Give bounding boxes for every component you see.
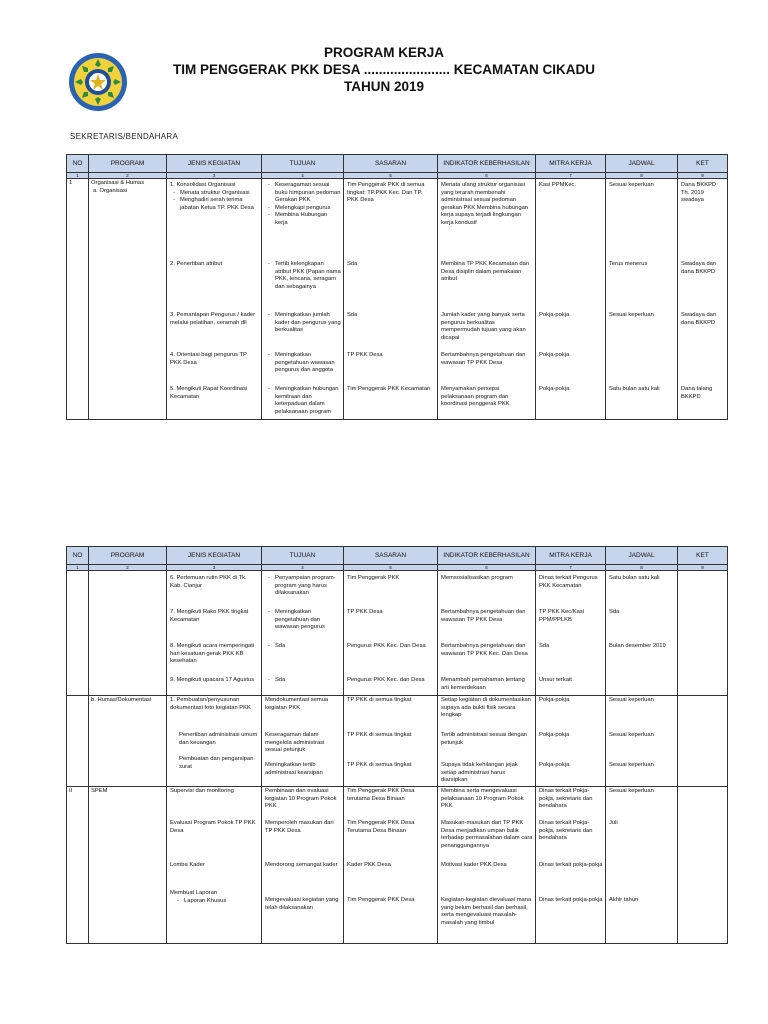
program-table-2 (66, 546, 728, 944)
col-number: 9 (678, 565, 728, 571)
schedule-text: Akhir tahun (609, 897, 639, 903)
col-header-indikator: INDIKATOR KEBERHASILAN (438, 155, 536, 173)
program-name: SPEM (91, 788, 108, 794)
col-number: 2 (89, 565, 167, 571)
col-header-ket: KET (678, 547, 728, 565)
goal-text: Pembinaan dan evaluasi kegiatan 10 Program Pokok PKK (265, 788, 337, 810)
table-row (67, 696, 728, 787)
jadwal-cell (606, 787, 678, 944)
indicator-text: Bertambahnya pengetahuan dan wawasan TP PKK Kec. Dan Desa (441, 643, 528, 657)
target-text: TP PKK di semua tingkat (347, 697, 412, 703)
program-cell (89, 696, 167, 787)
mitra-kerja-cell (536, 179, 606, 420)
schedule-text: Satu bulan satu kali (609, 575, 660, 581)
document-header (0, 44, 768, 95)
sasaran-cell (344, 696, 438, 787)
col-header-indikator: INDIKATOR KEBERHASILAN (438, 547, 536, 565)
sasaran-cell (344, 787, 438, 944)
table-row (67, 179, 728, 420)
indicator-text: Membina TP PKK Kecamatan dan Desa disiplin dalam pemakaian atribut (441, 261, 530, 283)
schedule-text: Sesuai keperluan (609, 312, 654, 318)
col-header-jadwal: JADWAL (606, 547, 678, 565)
partner-text: Dinas terkait Pengurus PKK Kecamatan (539, 575, 598, 589)
goal-item: - Sda (275, 643, 341, 651)
partner-text: Pokja-pokja (539, 312, 570, 318)
activity-item: 3. Pemantapan Pengurus / kader melalui pelatihan, ceramah dll (170, 312, 256, 326)
row-number (67, 571, 89, 696)
note-text: Swadaya dan dana BKKPD (681, 312, 717, 326)
col-header-tujuan: TUJUAN (262, 547, 344, 565)
goal-item: - Meningkatkan pengetahuan dan wawasan pengurus (275, 609, 341, 632)
program-subname: a. Organisasi (93, 187, 128, 194)
note-text: Dana talang BKKPD (681, 386, 713, 400)
jadwal-cell (606, 179, 678, 420)
activity-item: Evaluasi Program Pokok TP PKK Desa (170, 820, 256, 834)
target-text: Sda (347, 312, 358, 318)
ket-cell (678, 696, 728, 787)
program-table-1 (66, 154, 728, 420)
jenis-kegiatan-cell (167, 179, 262, 420)
indicator-text: Menata ulang struktur organisasi yang terarah membenahi administrasi sesuai pedoman gerakan PKK Membina hubungan kerja supaya terjadi lingkungan kerja kondusif (441, 182, 529, 226)
goal-text: Mendorong semangat kader (265, 862, 338, 868)
table-row (67, 571, 728, 696)
mitra-kerja-cell (536, 696, 606, 787)
col-number: 9 (678, 173, 728, 179)
schedule-text: Sesuai keperluan (609, 762, 654, 768)
goal-item: - Meningkatkan jumlah kader dan pengurus yang berkualitas (275, 312, 341, 335)
target-text: Tim Penggerak PKK di semua tingkat: TP.PKK Kec. Dan TP. PKK Desa (347, 182, 425, 204)
target-text: Tim Penggerak PKK Desa (347, 897, 415, 903)
partner-text: Dinas terkait pokja-pokja (539, 862, 603, 868)
col-header-ket: KET (678, 155, 728, 173)
target-text: TP PKK di semua tingkat (347, 732, 412, 738)
indikator-cell (438, 179, 536, 420)
indicator-text: Menambah pemahaman tentang arti kemerdekaan (441, 677, 525, 691)
goal-item: - Keseragaman sesuai buku himpunan pedoman Gerakan PKK (275, 182, 341, 205)
goal-item: - Melengkapi pengurus (275, 205, 341, 213)
program-cell (89, 179, 167, 420)
schedule-text: Terus menerus (609, 261, 648, 267)
jenis-kegiatan-cell (167, 696, 262, 787)
col-number: 1 (67, 565, 89, 571)
col-number: 1 (67, 173, 89, 179)
goal-item: - Membina Hubungan kerja (275, 212, 341, 227)
target-text: TP PKK di semua tingkat (347, 762, 412, 768)
target-text: Pengurus PKK Kec. dan Desa (347, 677, 425, 683)
col-number: 3 (167, 173, 262, 179)
target-text: TP PKK Desa (347, 352, 383, 358)
sasaran-cell (344, 179, 438, 420)
col-header-sasaran: SASARAN (344, 547, 438, 565)
partner-text: Dinas terkait pokja-pokja (539, 897, 603, 903)
indicator-text: Bertambahnya pengetahuan dan wawasan TP PKK Desa (441, 609, 526, 623)
program-name: Organisasi & Humas (91, 180, 145, 186)
partner-text: Unsur terkait (539, 677, 572, 683)
schedule-text: Sesuai keperluan (609, 697, 654, 703)
col-number: 5 (344, 565, 438, 571)
activity-item: 2. Penertiban atribut (170, 261, 223, 267)
col-number: 3 (167, 565, 262, 571)
activity-item: 1. Konsolidasi Organisasi (170, 182, 236, 188)
col-header-mitra-kerja: MITRA KERJA (536, 155, 606, 173)
col-header-jenis-kegiatan: JENIS KEGIATAN (167, 155, 262, 173)
activity-item: 5. Mengikuti Rapat Koordinasi Kecamatan (170, 386, 248, 400)
col-header-jenis-kegiatan: JENIS KEGIATAN (167, 547, 262, 565)
activity-item: 9. Mengikuti upacara 17 Agustus (170, 677, 255, 683)
col-header-jadwal: JADWAL (606, 155, 678, 173)
header-year: TAHUN 2019 (343, 79, 425, 94)
indicator-text: Menyamakan persepsi pelaksanaan program dan koordinasi penggerak PKK (441, 386, 510, 408)
schedule-text: Sesuai keperluan (609, 182, 654, 188)
schedule-text: Sda (609, 609, 620, 615)
table-row (67, 787, 728, 944)
target-text: Sda (347, 261, 358, 267)
activity-item: 8. Mengikuti acara memperingati hari kesatuan gerak PKK KB kesehatan (170, 643, 255, 665)
col-number: 8 (606, 173, 678, 179)
schedule-text: Sesuai keperluan (609, 788, 654, 794)
partner-text: Dinas terkait Pokja-pokja, sekretaris dan bendahara (539, 820, 593, 842)
indicator-text: Jumlah kader yang banyak serta pengurus berkualitas mempermudah tujuan yang akan dicapai (441, 312, 526, 341)
activity-item: Supervisi dan monitoring (170, 788, 234, 794)
header-subtitle: TIM PENGGERAK PKK DESA ....................... KECAMATAN CIKADU (172, 62, 596, 77)
mitra-kerja-cell (536, 787, 606, 944)
partner-text: Sda (539, 643, 550, 649)
goal-item: - Penyampaian program-program yang harus dilaksanakan (275, 575, 341, 598)
col-number: 5 (344, 173, 438, 179)
indicator-text: Motivasi kader PKK Desa (441, 862, 507, 868)
partner-text: Pokja-pokja (539, 352, 570, 358)
target-text: Kader PKK Desa (347, 862, 391, 868)
activity-subitem: - Laporan Khusus (184, 898, 259, 906)
partner-text: Pokja-pokja (539, 732, 570, 738)
partner-text: Kasi PPMKec. (539, 182, 577, 188)
ket-cell (678, 787, 728, 944)
activity-item: Lomba Kader (170, 862, 205, 868)
indicator-text: Bertambahnya pengetahuan dan wawasan TP PKK Desa (441, 352, 526, 366)
activity-item: 1. Pembuatan/penyusunan dokumentasi foto kegiatan PKK (170, 697, 251, 711)
note-text: Dana BKKPD Th. 2019 swadaya (681, 182, 717, 204)
goal-item: - Meningkatkan pengetahuan wawasan pengurus dan anggota (275, 352, 341, 375)
goal-text: Meningkatkan tertib administrasi kearsipan (265, 762, 323, 776)
col-number: 2 (89, 173, 167, 179)
jenis-kegiatan-cell (167, 571, 262, 696)
target-text: Pengurus PKK Kec. Dan Desa (347, 643, 426, 649)
tujuan-cell (262, 571, 344, 696)
col-header-program: PROGRAM (89, 155, 167, 173)
indicator-text: Membina serta mengevaluasi pelaksanaan 10 Program Pokok PKK (441, 788, 524, 810)
partner-text: Pokja-pokja (539, 762, 570, 768)
schedule-text: Sesuai keperluan (609, 732, 654, 738)
col-number: 6 (438, 565, 536, 571)
activity-item: 6. Pertemuan rutin PKK di Tk. Kab. Cianjur (170, 575, 247, 589)
row-number (67, 696, 89, 787)
jadwal-cell (606, 571, 678, 696)
mitra-kerja-cell (536, 571, 606, 696)
col-number: 4 (262, 173, 344, 179)
schedule-text: Satu bulan satu kali (609, 386, 660, 392)
sasaran-cell (344, 571, 438, 696)
goal-text: Mengevaluasi kegiatan yang telah dilaksanakan (265, 897, 339, 911)
indicator-text: Masukan-masukan dari TP PKK Desa menjadikan umpan balik terhadap permasalahan dalam cara penanggungannya (441, 820, 533, 849)
col-header-sasaran: SASARAN (344, 155, 438, 173)
activity-item: 7. Mengikuti Rako PKK tingkat Kecamatan (170, 609, 249, 623)
row-number: II (67, 787, 89, 944)
col-header-no: NO (67, 155, 89, 173)
program-cell (89, 787, 167, 944)
indicator-text: Memsosialisasikan program (441, 575, 513, 581)
goal-text: Keseragaman dalam mengelola administrasi sesuai petunjuk (265, 732, 325, 754)
goal-item: - Tertib kelengkapan atribut PKK (Papan nama PKK, lencana, seragam dan sebagainya (275, 261, 341, 291)
col-number: 7 (536, 173, 606, 179)
goal-text: Mendokumentasi semua kegiatan PKK (265, 697, 329, 711)
tujuan-cell (262, 787, 344, 944)
tujuan-cell (262, 696, 344, 787)
indicator-text: Supaya tidak kehilangan jejak setiap administrasi harus diarsipkan (441, 762, 518, 784)
section-label: SEKRETARIS/BENDAHARA (70, 132, 179, 141)
activity-subitem: - Menghadiri serah terima jabatan Ketua TP. PKK Desa (180, 197, 259, 212)
target-text: TP PKK Desa (347, 609, 383, 615)
goal-text: Memperoleh masukan dari TP PKK Desa (265, 820, 334, 834)
indikator-cell (438, 696, 536, 787)
target-text: Tim Penggerak PKK Kecamatan (347, 386, 431, 392)
note-text: Swadaya dan dana BKKPD (681, 261, 717, 275)
col-header-program: PROGRAM (89, 547, 167, 565)
program-cell (89, 571, 167, 696)
indicator-text: Kegiatan-kegiatan dievaluasi mana yang belum berhasil dan berhasil, serta mengevaluasi masalah-masalah yang timbul (441, 897, 532, 926)
col-number: 7 (536, 565, 606, 571)
col-number: 8 (606, 565, 678, 571)
activity-item: Membuat Laporan (170, 890, 218, 896)
activity-item: Penertiban administrasi umum dan keuangan (179, 732, 258, 746)
row-number: 1 (67, 179, 89, 420)
ket-cell (678, 179, 728, 420)
col-number: 4 (262, 565, 344, 571)
partner-text: Pokja-pokja (539, 697, 570, 703)
jadwal-cell (606, 696, 678, 787)
goal-item: - Sda (275, 677, 341, 685)
schedule-text: Juli (609, 820, 618, 826)
indikator-cell (438, 787, 536, 944)
jenis-kegiatan-cell (167, 787, 262, 944)
table-header-row (67, 155, 728, 173)
indikator-cell (438, 571, 536, 696)
header-title: PROGRAM KERJA (323, 45, 444, 60)
activity-subitem: - Menata struktur Organisasi (180, 190, 259, 198)
target-text: Tim Penggerak PKK Desa terutama Desa Binaan (347, 788, 415, 802)
goal-item: - Meningkatkan hubungan kemitraan dan keterpaduan dalam pelaksanaan program (275, 386, 341, 416)
col-header-tujuan: TUJUAN (262, 155, 344, 173)
table-header-row (67, 547, 728, 565)
activity-item: Pembuatan dan pengarsipan surat (179, 756, 254, 770)
indicator-text: Tertib administrasi sesuai dengan petunjuk (441, 732, 528, 746)
program-subname: b. Humas/Dokumentasi (91, 697, 152, 703)
activity-item: 4. Orientasi bagi pengurus TP PKK Desa (170, 352, 247, 366)
target-text: Tim Penggerak PKK Desa Terutama Desa Binaan (347, 820, 415, 834)
indicator-text: Setiap kegiatan di dokumentasikan supaya ada bukti fisik secara lengkap (441, 697, 531, 719)
tujuan-cell (262, 179, 344, 420)
target-text: Tim Penggerak PKK (347, 575, 400, 581)
partner-text: TP PKK Kec/Kasi PPM/PPLKB (539, 609, 584, 623)
partner-text: Pokja-pokja (539, 386, 570, 392)
schedule-text: Bulan desember 2019 (609, 643, 666, 649)
partner-text: Dinas terkait Pokja-pokja, sekretaris dan bendahara (539, 788, 593, 810)
ket-cell (678, 571, 728, 696)
col-header-no: NO (67, 547, 89, 565)
col-header-mitra-kerja: MITRA KERJA (536, 547, 606, 565)
col-number: 6 (438, 173, 536, 179)
